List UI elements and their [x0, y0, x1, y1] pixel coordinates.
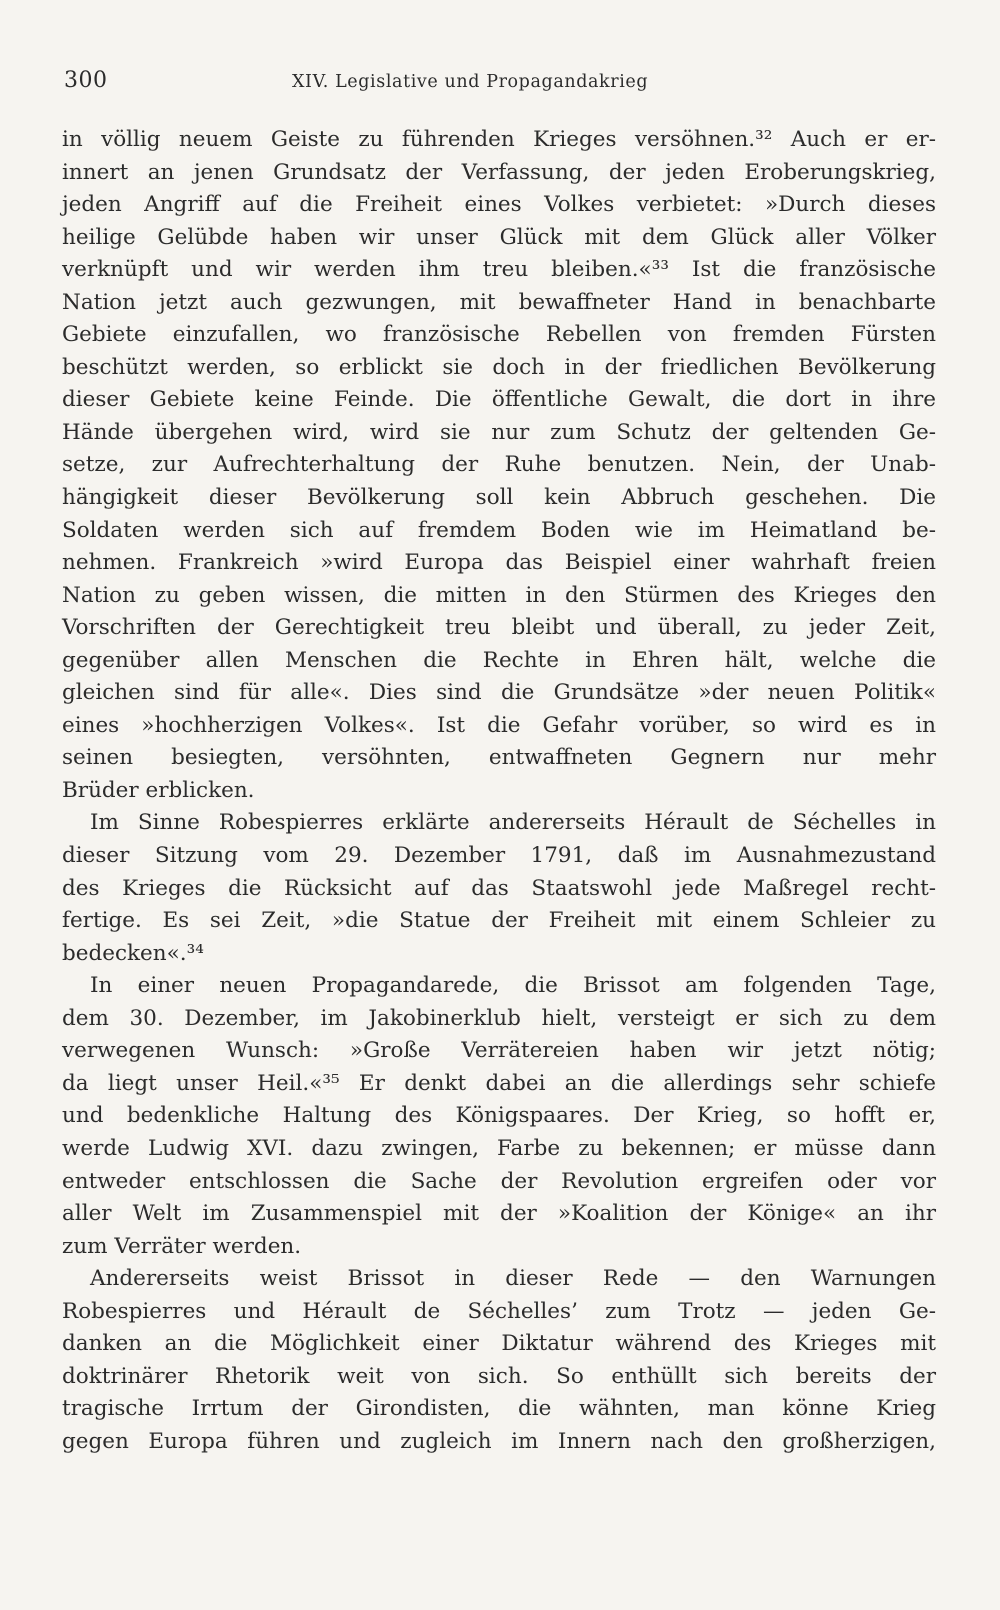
text-line: dem 30. Dezember, im Jakobinerklub hielt, versteigt er sich zu dem	[62, 1005, 936, 1031]
text-line: innert an jenen Grundsatz der Verfassung, der jeden Eroberungskrieg,	[62, 159, 936, 185]
text-line: doktrinärer Rhetorik weit von sich. So enthüllt sich bereits der	[62, 1363, 936, 1389]
text-line: Hände übergehen wird, wird sie nur zum Schutz der geltenden Ge-	[62, 419, 936, 445]
text-line: hängigkeit dieser Bevölkerung soll kein Abbruch geschehen. Die	[62, 485, 936, 511]
text-line: Brüder erblicken.	[62, 777, 255, 803]
text-line: nehmen. Frankreich »wird Europa das Beispiel einer wahrhaft freien	[62, 550, 936, 576]
text-line: dieser Gebiete keine Feinde. Die öffentliche Gewalt, die dort in ihre	[62, 387, 936, 413]
text-line: aller Welt im Zusammenspiel mit der »Koalition der Könige« an ihr	[62, 1201, 936, 1227]
text-line: Soldaten werden sich auf fremdem Boden wie im Heimatland be-	[62, 517, 936, 543]
text-line: danken an die Möglichkeit einer Diktatur während des Krieges mit	[62, 1331, 936, 1357]
text-line: gegen Europa führen und zugleich im Innern nach den großherzigen,	[62, 1428, 936, 1454]
paragraph-start-line: Andererseits weist Brissot in dieser Rede — den Warnungen	[90, 1266, 936, 1292]
paragraph-start-line: Im Sinne Robespierres erklärte andererseits Hérault de Séchelles in	[90, 810, 936, 836]
text-line: heilige Gelübde haben wir unser Glück mit dem Glück aller Völker	[62, 224, 936, 250]
text-line: verknüpft und wir werden ihm treu bleiben.«³³ Ist die französische	[62, 257, 936, 283]
text-line: Robespierres und Hérault de Séchelles’ zum Trotz — jeden Ge-	[62, 1298, 936, 1324]
text-line: Vorschriften der Gerechtigkeit treu bleibt und überall, zu jeder Zeit,	[62, 615, 936, 641]
text-line: da liegt unser Heil.«³⁵ Er denkt dabei an die allerdings sehr schiefe	[62, 1070, 936, 1096]
text-line: gleichen sind für alle«. Dies sind die Grundsätze »der neuen Politik«	[62, 680, 936, 706]
body-text	[62, 124, 936, 1458]
text-line: setze, zur Aufrechterhaltung der Ruhe benutzen. Nein, der Unab-	[62, 452, 936, 478]
text-line: dieser Sitzung vom 29. Dezember 1791, daß im Ausnahmezustand	[62, 843, 936, 869]
text-line: beschützt werden, so erblickt sie doch in der friedlichen Bevölkerung	[62, 354, 936, 380]
paragraph-start-line: In einer neuen Propagandarede, die Brissot am folgenden Tage,	[90, 973, 936, 999]
text-line: jeden Angriff auf die Freiheit eines Volkes verbietet: »Durch dieses	[62, 192, 936, 218]
text-line: des Krieges die Rücksicht auf das Staatswohl jede Maßregel recht-	[62, 875, 936, 901]
text-line: gegenüber allen Menschen die Rechte in Ehren hält, welche die	[62, 647, 936, 673]
text-line: zum Verräter werden.	[62, 1233, 302, 1259]
text-line: tragische Irrtum der Girondisten, die wähnten, man könne Krieg	[62, 1396, 936, 1422]
text-line: fertige. Es sei Zeit, »die Statue der Freiheit mit einem Schleier zu	[62, 908, 936, 934]
text-line: Nation jetzt auch gezwungen, mit bewaffneter Hand in benachbarte	[62, 289, 936, 315]
text-line: seinen besiegten, versöhnten, entwaffneten Gegnern nur mehr	[62, 745, 936, 771]
text-line: Nation zu geben wissen, die mitten in den Stürmen des Krieges den	[62, 582, 936, 608]
text-line: eines »hochherzigen Volkes«. Ist die Gefahr vorüber, so wird es in	[62, 712, 936, 738]
text-line: und bedenkliche Haltung des Königspaares. Der Krieg, so hofft er,	[62, 1103, 936, 1129]
page-number: 300	[64, 68, 108, 93]
text-line: entweder entschlossen die Sache der Revolution ergreifen oder vor	[62, 1168, 936, 1194]
text-line: werde Ludwig XVI. dazu zwingen, Farbe zu bekennen; er müsse dann	[62, 1135, 936, 1161]
text-line: Gebiete einzufallen, wo französische Rebellen von fremden Fürsten	[62, 322, 936, 348]
text-line: verwegenen Wunsch: »Große Verrätereien haben wir jetzt nötig;	[62, 1038, 936, 1064]
running-head	[64, 64, 934, 104]
text-line: bedecken«.³⁴	[62, 940, 204, 966]
text-line: in völlig neuem Geiste zu führenden Krieges versöhnen.³² Auch er er-	[62, 127, 936, 152]
chapter-title: XIV. Legislative und Propagandakrieg	[292, 72, 649, 92]
